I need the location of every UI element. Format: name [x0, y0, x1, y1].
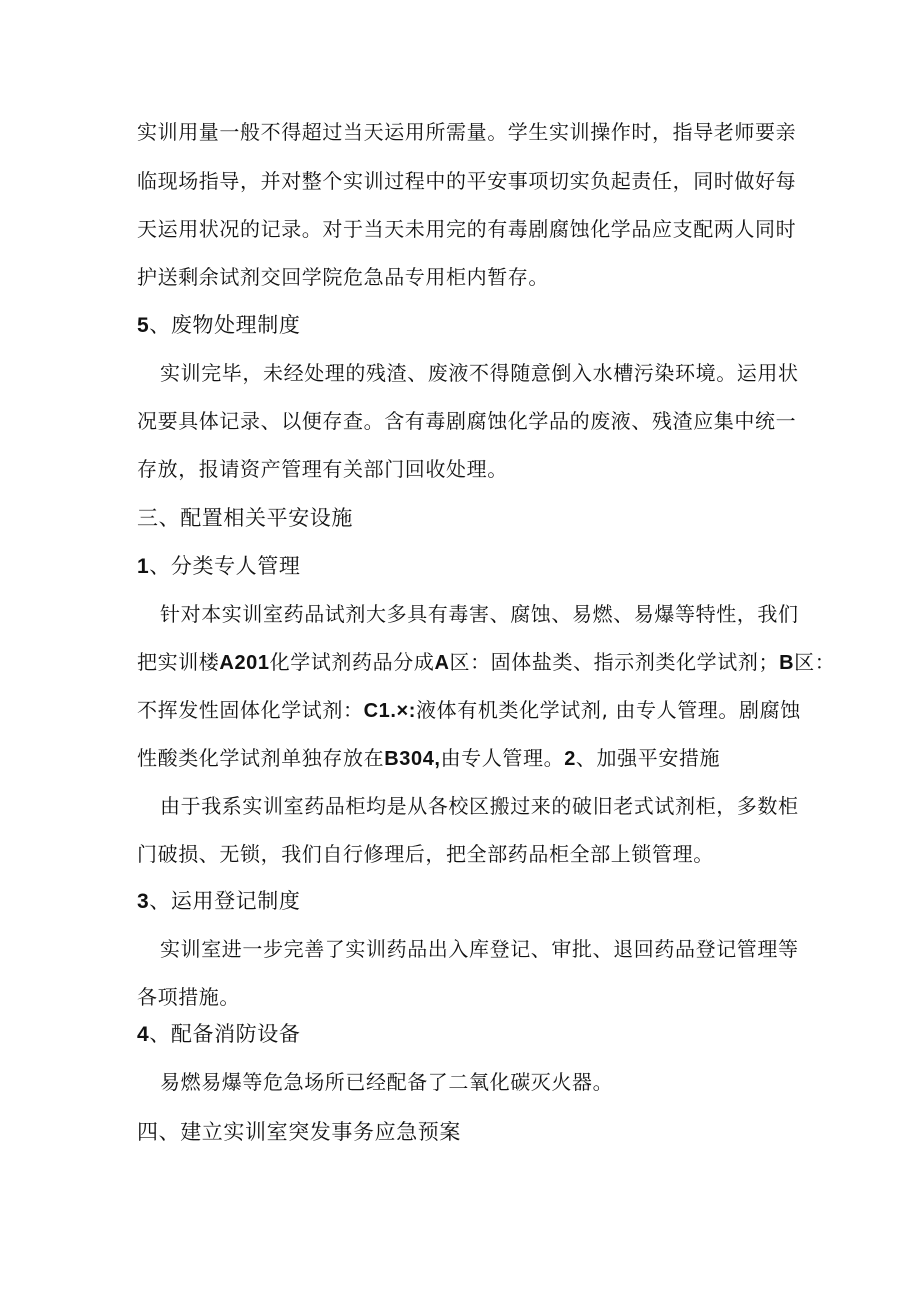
text: 由专人管理。: [440, 746, 565, 770]
text: 把实训楼: [137, 650, 220, 674]
subheading-number: 1: [137, 555, 150, 578]
subheading-text: 、废物处理制度: [149, 313, 301, 337]
subheading-5: [137, 311, 300, 340]
text: 化学试剂药品分成: [269, 650, 435, 674]
subheading-text: 、分类专人管理: [149, 554, 301, 578]
subheading-text: 、配备消防设备: [149, 1022, 301, 1046]
paragraph-line: [137, 648, 835, 677]
paragraph-line: [137, 744, 720, 773]
subheading-number: 4: [137, 1023, 150, 1046]
paragraph-line: 临现场指导，并对整个实训过程中的平安事项切实负起责任，同时做好每: [137, 169, 797, 193]
paragraph-line: 实训完毕，未经处理的残渣、废液不得随意倒入水槽污染环境。运用状: [160, 361, 799, 385]
paragraph-line: 存放，报请资产管理有关部门回收处理。: [137, 457, 508, 481]
paragraph-line: 易燃易爆等危急场所已经配备了二氧化碳灭火器。: [160, 1070, 614, 1094]
room-code: A201: [219, 652, 270, 674]
subheading-text: 、加强平安措施: [575, 746, 721, 770]
text: 性酸类化学试剂单独存放在: [137, 746, 385, 770]
zone-code: B: [779, 652, 795, 674]
paragraph-line: 由于我系实训室药品柜均是从各校区搬过来的破旧老式试剂柜，多数柜: [160, 794, 799, 818]
room-code: B304,: [384, 748, 441, 770]
paragraph-line: 针对本实训室药品试剂大多具有毒害、腐蚀、易燃、易爆等特性，我们: [160, 602, 799, 626]
text: 区：: [794, 650, 836, 674]
text: 液体有机类化学试剂, 由专人管理。剧腐蚀: [416, 698, 801, 722]
text: 不挥发性固体化学试剂：: [137, 698, 364, 722]
paragraph-line: 护送剩余试剂交回学院危急品专用柜内暂存。: [137, 265, 549, 289]
subheading-1: [137, 552, 300, 581]
subheading-3: [137, 887, 300, 916]
subheading-text: 、运用登记制度: [149, 889, 301, 913]
paragraph-line: 实训用量一般不得超过当天运用所需量。学生实训操作时，指导老师要亲: [137, 120, 797, 144]
subheading-number: 5: [137, 314, 150, 337]
zone-code: C1.×:: [363, 700, 417, 722]
text: 区：固体盐类、指示剂类化学试剂；: [449, 650, 780, 674]
subheading-number: 3: [137, 890, 150, 913]
section-heading-4: 四、建立实训室突发事务应急预案: [137, 1120, 461, 1144]
subheading-number: 2: [564, 748, 576, 770]
paragraph-line: 况要具体记录、以便存查。含有毒剧腐蚀化学品的废液、残渣应集中统一: [137, 409, 797, 433]
paragraph-line: 门破损、无锁，我们自行修理后，把全部药品柜全部上锁管理。: [137, 842, 714, 866]
paragraph-line: 各项措施。: [137, 985, 240, 1009]
paragraph-line: 实训室进一步完善了实训药品出入库登记、审批、退回药品登记管理等: [160, 937, 799, 961]
subheading-4: [137, 1020, 300, 1049]
zone-code: A: [434, 652, 450, 674]
section-heading-3: 三、配置相关平安设施: [137, 506, 353, 530]
paragraph-line: 天运用状况的记录。对于当天未用完的有毒剧腐蚀化学品应支配两人同时: [137, 217, 797, 241]
paragraph-line: [137, 696, 801, 725]
